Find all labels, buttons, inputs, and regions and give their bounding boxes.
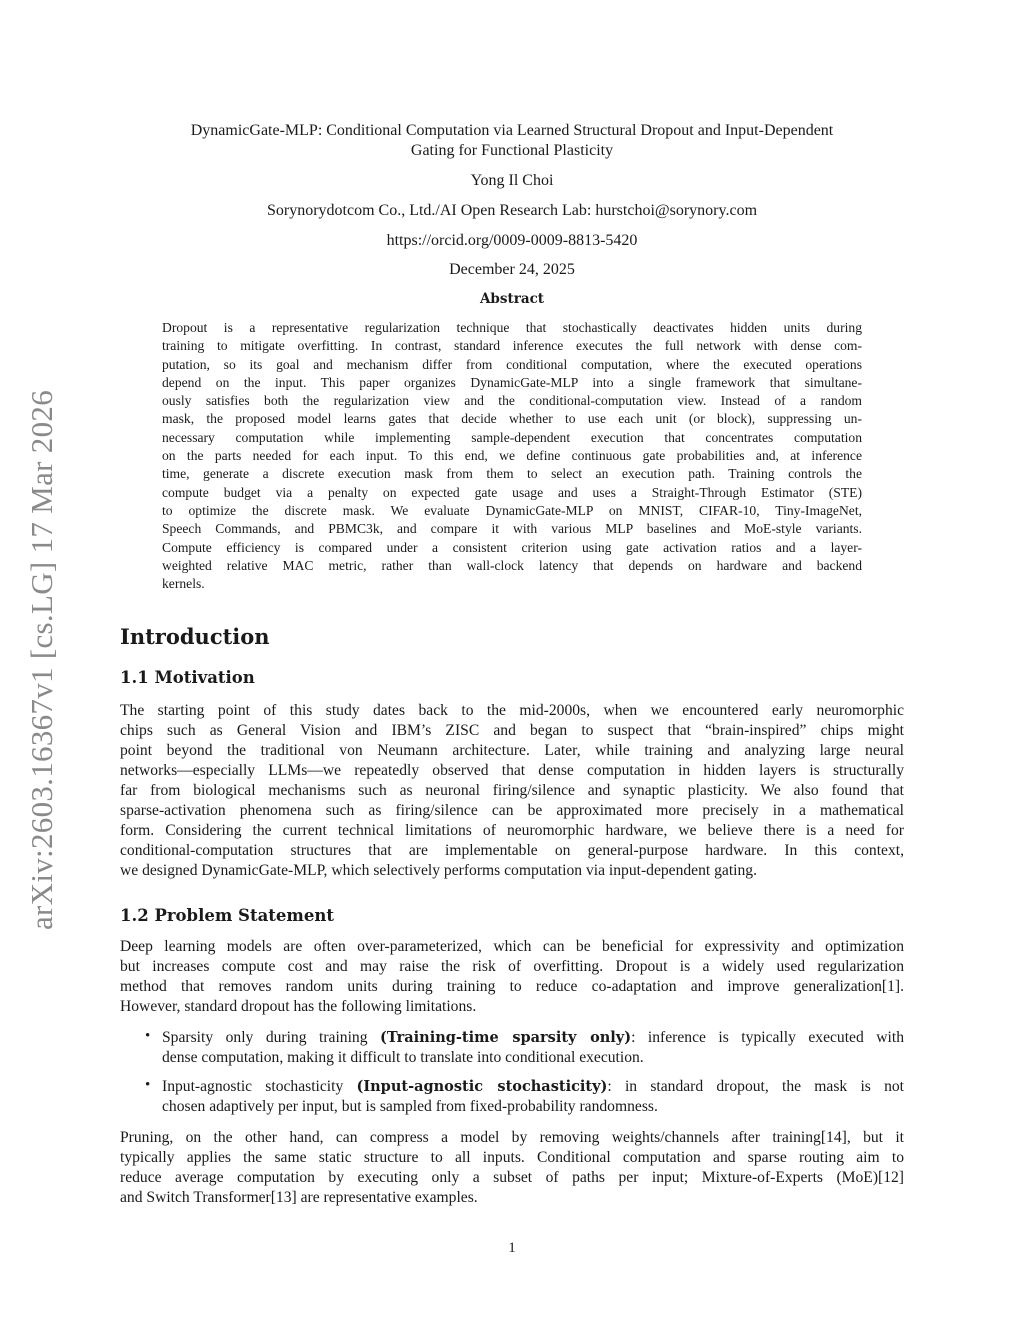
bullet-item (145, 1028, 904, 1068)
author-name: Yong Il Choi (470, 172, 554, 189)
text-line: Compute efficiency is compared under a consistent criterion using gate activation ratios and a layer- (162, 539, 862, 555)
paper-title-line-2: Gating for Functional Plasticity (410, 142, 614, 159)
abstract-body (162, 319, 862, 593)
paper-title-line-1: DynamicGate-MLP: Conditional Computation via Learned Structural Dropout and Input-Dependent (190, 122, 834, 139)
text-line: typically applies the same static structure to all inputs. Conditional computation and sparse routing aim to (120, 1149, 904, 1166)
text-line: depend on the input. This paper organizes DynamicGate-MLP into a single framework that simultane- (162, 374, 862, 390)
text-line: but increases compute cost and may raise the risk of overfitting. Dropout is a widely used regularization (120, 958, 904, 975)
text-line: we designed DynamicGate-MLP, which selectively performs computation via input-dependent gating. (120, 862, 758, 879)
text-line: sparse-activation phenomena such as firing/silence can be approximated more precisely in a mathematical (120, 802, 904, 819)
text-line: time, generate a discrete execution mask from them to select an execution path. Training controls the (162, 466, 862, 482)
pruning-paragraph (120, 1128, 904, 1208)
text-line: point beyond the traditional von Neumann architecture. Later, while training and analyzing large neural (120, 742, 904, 759)
abstract-heading: Abstract (479, 291, 545, 307)
subsection-heading-motivation: 1.1 Motivation (120, 668, 255, 687)
text-line: The starting point of this study dates back to the mid-2000s, when we encountered early neuromorphic (120, 702, 904, 719)
text-line: necessary computation while implementing sample-dependent execution that concentrates computation (162, 429, 862, 445)
text-line: chips such as General Vision and IBM’s ZISC and began to suspect that “brain-inspired” chips might (120, 722, 904, 739)
bullet-line: Input-agnostic stochasticity (Input-agnostic stochasticity): in standard dropout, the mask is not (162, 1078, 904, 1095)
bullet-line: Sparsity only during training (Training-time sparsity only): inference is typically executed with (162, 1029, 904, 1046)
bullet-line: chosen adaptively per input, but is sampled from fixed-probability randomness. (162, 1098, 658, 1115)
text-line: training to mitigate overfitting. In contrast, standard inference executes the full network with dense com- (162, 338, 862, 354)
orcid-link[interactable]: https://orcid.org/0009-0009-8813-5420 (386, 232, 638, 249)
text-line: However, standard dropout has the following limitations. (120, 998, 477, 1015)
text-line: conditional-computation structures that are implementable on general-purpose hardware. In this context, (120, 842, 904, 859)
text-line: Pruning, on the other hand, can compress a model by removing weights/channels after training[14], but it (120, 1129, 904, 1146)
section-heading-introduction: Introduction (120, 624, 270, 649)
text-line: and Switch Transformer[13] are representative examples. (120, 1189, 478, 1206)
bullet-icon: • (145, 1077, 151, 1093)
problem-paragraph (120, 937, 904, 1017)
text-line: Speech Commands, and PBMC3k, and compare it with various MLP baselines and MoE-style variants. (162, 521, 862, 537)
text-line: method that removes random units during training to reduce co-adaptation and improve generalization[1]. (120, 978, 904, 995)
text-line: compute budget via a penalty on expected gate usage and uses a Straight-Through Estimator (STE) (162, 484, 862, 500)
text-line: reduce average computation by executing only a subset of paths per input; Mixture-of-Experts (MoE)[12] (120, 1169, 904, 1186)
affiliation: Sorynorydotcom Co., Ltd./AI Open Research Lab: hurstchoi@sorynory.com (266, 202, 758, 219)
date: December 24, 2025 (449, 261, 575, 278)
bullet-line: dense computation, making it difficult to translate into conditional execution. (162, 1049, 644, 1066)
bullet-icon: • (145, 1028, 151, 1044)
text-line: ously satisfies both the regularization view and the conditional-computation view. Instead of a random (162, 393, 862, 409)
text-line: far from biological mechanisms such as neuronal firing/silence and synaptic plasticity. We also found that (120, 782, 904, 799)
page-number: 1 (508, 1240, 516, 1256)
text-line: mask, the proposed model learns gates that decide whether to use each unit (or block), suppressing un- (162, 411, 862, 427)
motivation-paragraph (120, 701, 904, 881)
text-line: kernels. (162, 576, 205, 592)
text-line: networks—especially LLMs—we repeatedly observed that dense computation in hidden layers is structurally (120, 762, 904, 779)
text-line: to optimize the discrete mask. We evaluate DynamicGate-MLP on MNIST, CIFAR-10, Tiny-ImageNet, (162, 502, 862, 518)
text-line: Dropout is a representative regularization technique that stochastically deactivates hidden units during (162, 320, 862, 335)
subsection-heading-problem-statement: 1.2 Problem Statement (120, 906, 334, 925)
bullet-item (145, 1077, 904, 1117)
text-line: on the parts needed for each input. To this end, we define continuous gate probabilities and, at inference (162, 448, 862, 464)
text-line: putation, so its goal and mechanism differ from conditional computation, where the executed operations (162, 356, 862, 372)
text-line: form. Considering the current technical limitations of neuromorphic hardware, we believe there is a need for (120, 822, 904, 839)
text-line: Deep learning models are often over-parameterized, which can be beneficial for expressivity and optimization (120, 938, 904, 955)
text-line: weighted relative MAC metric, rather than wall-clock latency that depends on hardware and backend (162, 557, 862, 573)
arxiv-identifier-sidebar: arXiv:2603.16367v1 [cs.LG] 17 Mar 2026 (24, 389, 59, 931)
